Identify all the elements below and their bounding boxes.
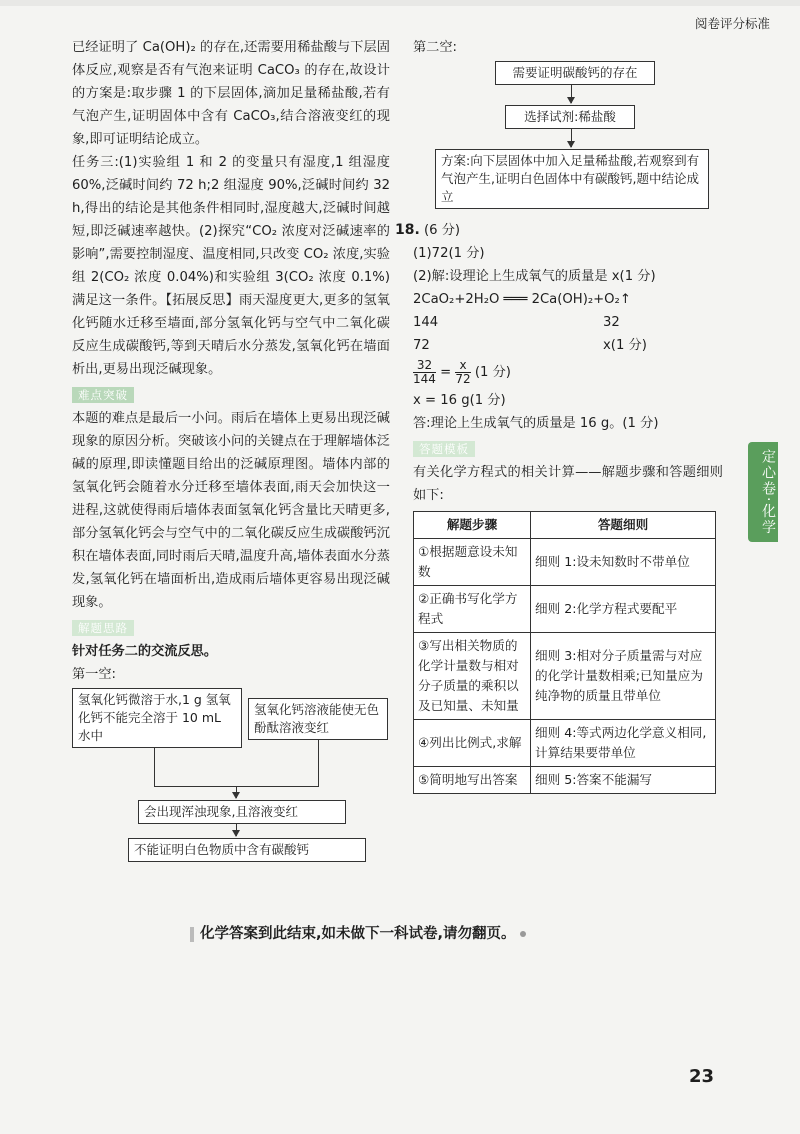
fraction-right: $\frac{x}{72}$ [455,357,471,386]
top-edge [0,0,800,6]
table-cell-rule: 细则 3:相对分子质量需与对应的化学计量数相乘;已知量应为纯净物的质量且带单位 [531,633,716,720]
table-row [414,586,716,633]
q18-heading [395,219,723,242]
proportion-score: (1 分) [474,365,511,380]
side-section-tab: 定心卷·化学 [748,442,778,542]
molar-mass-o2: 32 [603,315,620,330]
q18-equation: 2CaO₂+2H₂O ═══ 2Ca(OH)₂+O₂↑ [413,292,631,307]
q18-result: x = 16 g(1 分) [413,393,506,408]
q18-mass-row-2 [413,334,723,357]
flow-arrow [236,824,237,836]
table-header: 答题细则 [531,512,716,539]
end-notice-text: 化学答案到此结束,如未做下一科试卷,请勿翻页。 [200,926,516,942]
table-cell-rule: 细则 2:化学方程式要配平 [531,586,716,633]
left-column [72,36,390,868]
second-blank-label: 第二空: [413,40,458,55]
flow-box-solubility: 氢氧化钙微溶于水,1 g 氢氧化钙不能完全溶于 10 mL 水中 [72,688,242,748]
flow-connector [318,740,319,786]
q18-proportion: $\frac{32}{144}$ = $\frac{x}{72}$ (1 分) [413,357,511,386]
flow-box-phenolphthalein: 氢氧化钙溶液能使无色酚酞溶液变红 [248,698,388,740]
flow-arrow [571,129,572,147]
table-cell-step: ④列出比例式,求解 [414,720,531,767]
flow-arrow [571,85,572,103]
flowchart-first-blank [72,688,390,868]
first-blank-label: 第一空: [72,667,117,682]
right-column [395,36,723,794]
table-header-row [414,512,716,539]
paragraph-task2-conclusion: 已经证明了 Ca(OH)₂ 的存在,还需要用稀盐酸与下层固体反应,观察是否有气泡来证明 CaCO₃ 的存在,故设计的方案是:取步骤 1 的下层固体,滴加足量稀盐酸,若有气泡产生,证明固体中含有 CaCO₃,结合溶液变红的现象,即可证明结论成立。 [72,40,390,147]
paragraph-difficulty: 本题的难点是最后一小问。雨后在墙体上更易出现泛碱现象的原因分析。突破该小问的关键点在于理解墙体泛碱的原理,即读懂题目给出的泛碱原理图。墙体内部的氢氧化钙会随着水分迁移至墙体表面,雨天会加快这一进程,这就使得雨后墙体表面氢氧化钙含量比天晴更多,部分氢氧化钙会与空气中的二氧化碳反应生成碳酸钙沉积在墙体表面,同时雨后天晴,温度升高,墙体表面水分蒸发,氢氧化钙在墙面析出,造成雨后墙体更容易出现泛碱现象。 [72,411,390,610]
end-notice-bar [190,927,194,942]
paragraph-reflection: 针对任务二的交流反思。 [72,644,218,659]
q18-mass-row-1 [413,311,723,334]
thinking-tag: 解题思路 [72,620,134,636]
template-tag: 答题模板 [413,441,475,457]
paragraph-task3: 任务三:(1)实验组 1 和 2 的变量只有湿度,1 组湿度 60%,泛碱时间约 72 h;2 组湿度 90%,泛碱时间约 32 h,得出的结论是其他条件相同时,湿度越大,泛碱时间越短,即泛碱速率越快。(2)探究“CO₂ 浓度对泛碱速率的影响”,需要控制湿度、温度相同,只改变 CO₂ 浓度,实验组 2(CO₂ 浓度 0.04%)和实验组 3(CO₂ 浓度 0.1%)满足这一条件。【拓展反思】雨天湿度更大,更多的氢氧化钙随水迁移至墙面,部分氢氧化钙与空气中二氧化碳反应生成碳酸钙,等到天晴后水分蒸发,氢氧化钙在墙面析出,更易出现泛碱现象。 [72,155,390,377]
table-cell-step: ⑤简明地写出答案 [414,767,531,794]
known-mass: 72 [413,338,430,353]
table-cell-rule: 细则 1:设未知数时不带单位 [531,539,716,586]
molar-mass-cao2: 144 [413,315,439,330]
flow-box-conclusion: 不能证明白色物质中含有碳酸钙 [128,838,366,862]
running-header: 阅卷评分标准 [694,16,770,31]
table-cell-step: ②正确书写化学方程式 [414,586,531,633]
flow-box-need-carbonate: 需要证明碳酸钙的存在 [495,61,655,85]
table-cell-rule: 细则 4:等式两边化学意义相同,计算结果要带单位 [531,720,716,767]
flow-connector [154,748,155,786]
end-notice [190,922,526,943]
table-row [414,720,716,767]
flow-box-observation: 会出现浑浊现象,且溶液变红 [138,800,346,824]
table-intro: 有关化学方程式的相关计算——解题步骤和答题细则如下: [413,465,723,503]
flow-box-plan: 方案:向下层固体中加入足量稀盐酸,若观察到有气泡产生,证明白色固体中有碳酸钙,题中结论成立 [435,149,709,209]
q18-score: (6 分) [424,223,461,238]
difficulty-tag: 难点突破 [72,387,134,403]
page-number: 23 [688,1066,714,1087]
table-row [414,767,716,794]
q18-part1: (1)72(1 分) [413,246,485,261]
flow-box-reagent: 选择试剂:稀盐酸 [505,105,635,129]
steps-table [413,511,716,794]
table-header: 解题步骤 [414,512,531,539]
table-cell-step: ①根据题意设未知数 [414,539,531,586]
q18-part2: (2)解:设理论上生成氧气的质量是 x(1 分) [413,269,656,284]
fraction-left: $\frac{32}{144}$ [413,357,436,386]
flowchart-second-blank [413,59,723,219]
flow-arrow [236,786,237,798]
end-notice-dot [520,931,526,937]
unknown-mass: x(1 分) [603,338,647,353]
q18-number: 18. [395,222,420,238]
q18-answer: 答:理论上生成氧气的质量是 16 g。(1 分) [413,416,659,431]
table-cell-step: ③写出相关物质的化学计量数与相对分子质量的乘积以及已知量、未知量 [414,633,531,720]
table-cell-rule: 细则 5:答案不能漏写 [531,767,716,794]
table-row [414,633,716,720]
table-row [414,539,716,586]
